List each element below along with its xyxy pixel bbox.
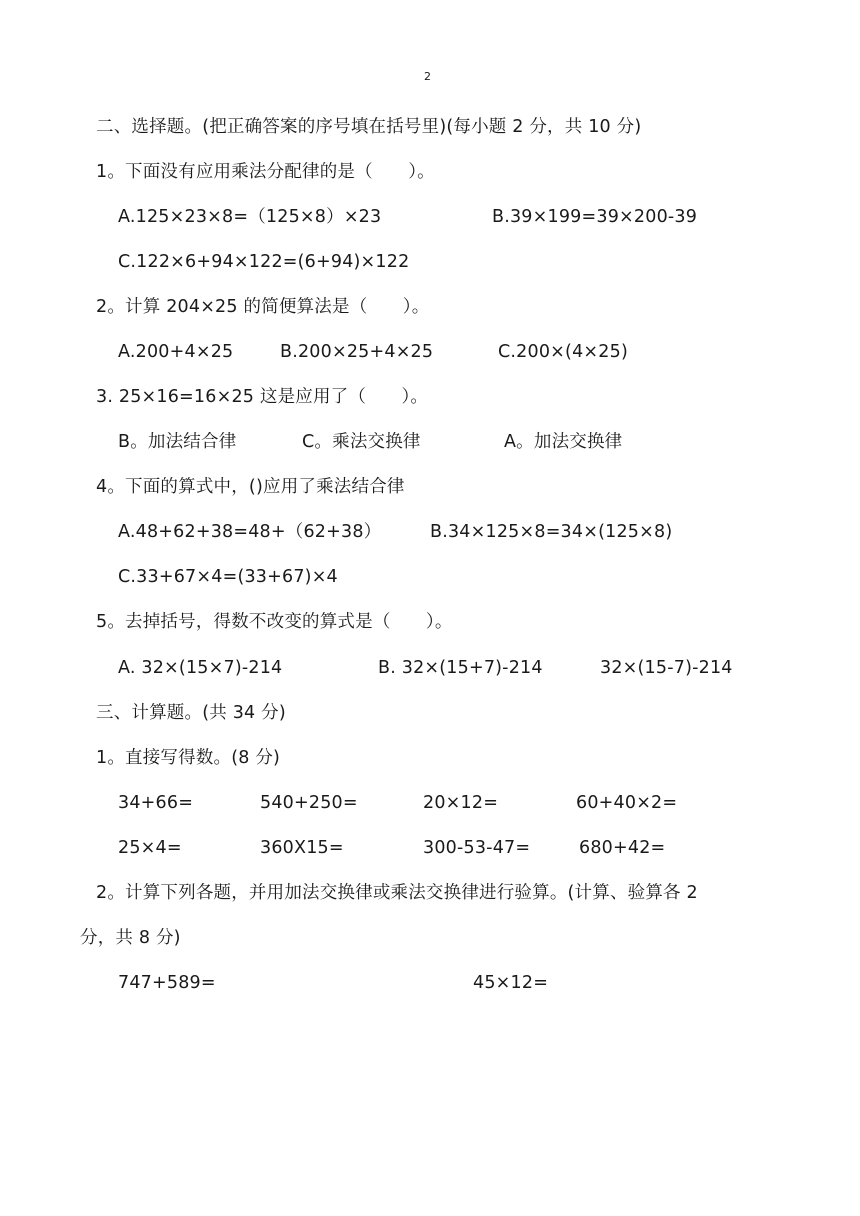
question-4-option-b: B.34×125×8=34×(125×8): [430, 522, 673, 542]
question-5-stem: 5。去掉括号，得数不改变的算式是（ ）。: [96, 612, 453, 632]
question-2-option-c: C.200×(4×25): [498, 342, 628, 362]
calc-item: 60+40×2=: [576, 793, 678, 813]
question-3-option-1: B。加法结合律: [118, 432, 237, 452]
calc-item: 360X15=: [260, 838, 344, 858]
question-3-stem: 3. 25×16=16×25 这是应用了（ ）。: [96, 387, 429, 407]
calc-part-1-heading: 1。直接写得数。(8 分): [96, 748, 281, 768]
calc-part-2-heading-line-1: 2。计算下列各题，并用加法交换律或乘法交换律进行验算。(计算、验算各 2: [96, 883, 698, 903]
question-5-option-c: 32×(15-7)-214: [600, 658, 733, 678]
question-3-option-2: C。乘法交换律: [302, 432, 421, 452]
question-2-option-a: A.200+4×25: [118, 342, 234, 362]
calc-part-2-heading-line-2: 分，共 8 分): [80, 928, 181, 948]
section-heading-choice: 二、选择题。(把正确答案的序号填在括号里)(每小题 2 分，共 10 分): [96, 117, 642, 137]
question-4-stem: 4。下面的算式中，()应用了乘法结合律: [96, 477, 405, 497]
question-2-option-b: B.200×25+4×25: [280, 342, 434, 362]
calc-item: 300-53-47=: [423, 838, 531, 858]
page-number: 2: [424, 70, 432, 83]
question-1-option-c: C.122×6+94×122=(6+94)×122: [118, 252, 410, 272]
question-1-stem: 1。下面没有应用乘法分配律的是（ ）。: [96, 162, 435, 182]
question-1-option-a: A.125×23×8=（125×8）×23: [118, 207, 382, 227]
section-heading-calculation: 三、计算题。(共 34 分): [96, 703, 286, 723]
question-5-option-b: B. 32×(15+7)-214: [378, 658, 543, 678]
question-4-option-c: C.33+67×4=(33+67)×4: [118, 567, 338, 587]
calc-item: 680+42=: [579, 838, 666, 858]
calc-item: 540+250=: [260, 793, 358, 813]
question-4-option-a: A.48+62+38=48+（62+38）: [118, 522, 382, 542]
question-1-option-b: B.39×199=39×200-39: [492, 207, 698, 227]
calc-item: 34+66=: [118, 793, 194, 813]
question-3-option-3: A。加法交换律: [504, 432, 623, 452]
calc-item: 25×4=: [118, 838, 182, 858]
question-2-stem: 2。计算 204×25 的简便算法是（ ）。: [96, 297, 430, 317]
calc-item: 20×12=: [423, 793, 499, 813]
calc-item: 45×12=: [473, 973, 549, 993]
question-5-option-a: A. 32×(15×7)-214: [118, 658, 283, 678]
calc-item: 747+589=: [118, 973, 216, 993]
